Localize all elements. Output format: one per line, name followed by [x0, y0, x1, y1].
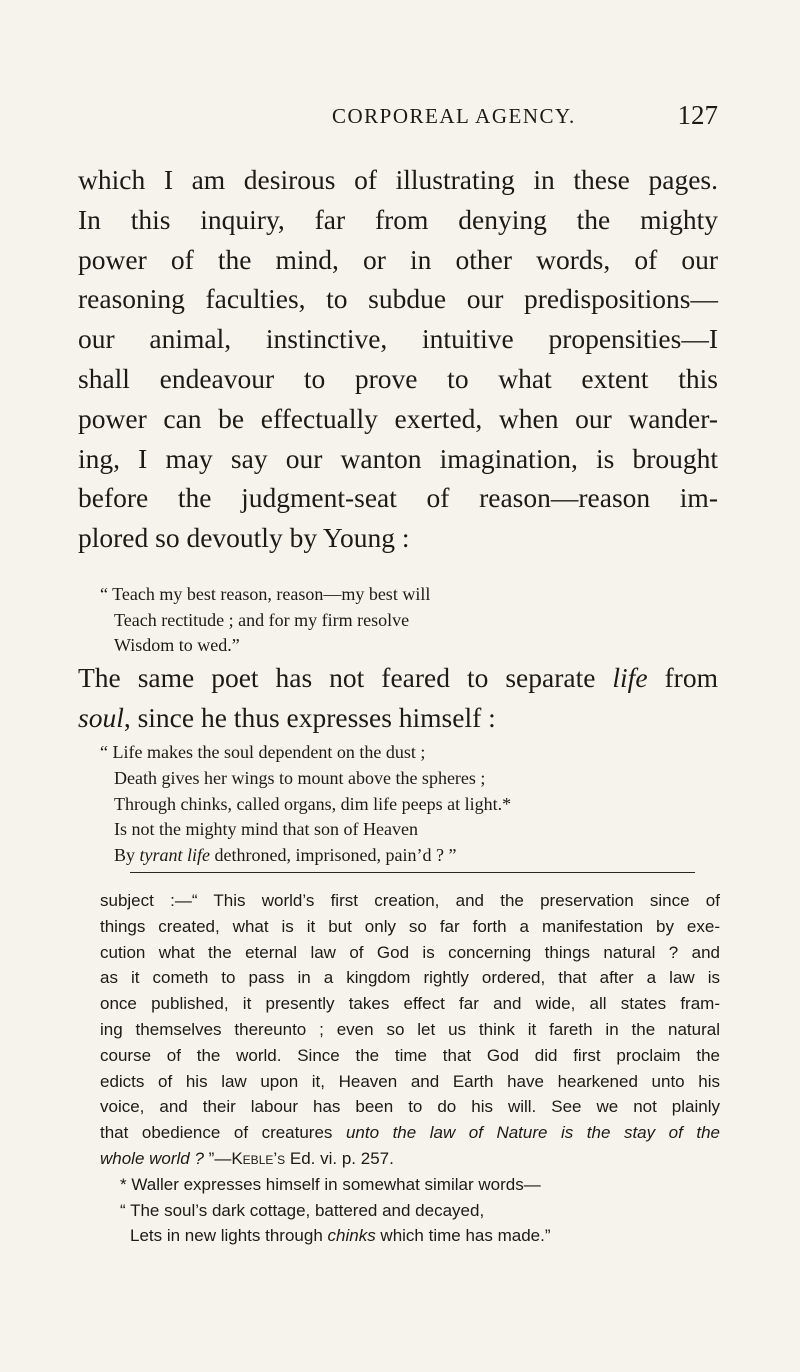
star-footnote: * Waller expresses himself in somewhat similar words— — [120, 1174, 541, 1194]
italic-phrase: tyrant life — [139, 845, 211, 866]
footnote-line: as it cometh to pass in a kingdom rightly ordered, that after a law is — [100, 968, 720, 988]
page-header — [78, 100, 718, 136]
verse-quote-young — [100, 582, 660, 659]
text-run: The same poet has not feared to separate — [78, 662, 613, 693]
text-line: reasoning faculties, to subdue our predispositions— — [78, 283, 718, 315]
footnote-line: once published, it presently takes effect far and wide, all states fram- — [100, 994, 720, 1014]
footnote-line: cution what the eternal law of God is concerning things natural ? and — [100, 942, 720, 962]
text-line — [78, 658, 718, 698]
running-title: CORPOREAL AGENCY. — [332, 104, 576, 128]
footnote-line: voice, and their labour has been to do his will. See we not plainly — [100, 1097, 720, 1117]
italic-phrase: unto the law of Nature is the stay of the — [345, 1123, 720, 1143]
text-line: before the judgment-seat of reason—reason im- — [78, 482, 718, 514]
verse-line: Is not the mighty mind that son of Heaven — [114, 819, 418, 840]
footnote-verse-line — [100, 1223, 720, 1249]
footnote-divider — [130, 872, 695, 873]
footnote-verse-line: “ The soul’s dark cottage, battered and decayed, — [120, 1200, 485, 1220]
text-run: dethroned, imprisoned, pain’d ? ” — [210, 845, 457, 866]
text-run: , since he thus expresses himself : — [123, 701, 496, 733]
text-run: By — [114, 845, 140, 866]
text-run: from — [647, 662, 718, 693]
text-line: which I am desirous of illustrating in these pages. — [78, 164, 718, 195]
italic-word: life — [612, 662, 648, 693]
text-line: In this inquiry, far from denying the mighty — [78, 203, 718, 235]
text-line: our animal, instinctive, intuitive propensities—I — [78, 323, 718, 355]
footnotes — [100, 888, 720, 1249]
text-line: power of the mind, or in other words, of our — [78, 243, 718, 275]
italic-word: chinks — [327, 1226, 376, 1246]
verse-line: Teach rectitude ; and for my firm resolve — [114, 609, 410, 630]
page-number: 127 — [677, 100, 718, 130]
text-run: ”— — [203, 1148, 232, 1168]
verse-quote-life — [100, 740, 680, 869]
footnote-line: ing themselves thereunto ; even so let us think it fareth in the natural — [100, 1019, 720, 1039]
footnote-line: subject :—“ This world’s first creation, and the preservation since of — [100, 891, 720, 910]
text-line — [78, 698, 718, 738]
text-run: that obedience of creatures — [100, 1123, 346, 1143]
paragraph-2 — [78, 658, 718, 738]
text-line: plored so devoutly by Young : — [78, 522, 410, 554]
text-run: Lets in new lights through — [130, 1226, 328, 1246]
paragraph-1 — [78, 160, 718, 558]
footnote-line: things created, what is it but only so far forth a manifestation by exe- — [100, 916, 720, 936]
verse-line — [100, 843, 680, 869]
verse-line: Through chinks, called organs, dim life peeps at light.* — [114, 793, 512, 814]
footnote-line: course of the world. Since the time that God did first proclaim the — [100, 1045, 720, 1065]
verse-line: Wisdom to wed.” — [114, 635, 240, 655]
footnote-line — [100, 1120, 720, 1146]
text-line: power can be effectually exerted, when our wander- — [78, 402, 718, 434]
verse-line: “ Life makes the soul dependent on the dust ; — [100, 742, 426, 762]
italic-word: soul — [78, 701, 124, 733]
italic-phrase: whole world ? — [100, 1148, 204, 1168]
text-run: Ed. vi. p. 257. — [285, 1148, 394, 1168]
text-line: ing, I may say our wanton imagination, is brought — [78, 442, 718, 474]
text-line: shall endeavour to prove to what extent this — [78, 362, 718, 394]
text-run: which time has made.” — [375, 1226, 551, 1246]
footnote-line — [100, 1146, 720, 1172]
citation-author: Keble’s — [231, 1148, 286, 1168]
footnote-line: edicts of his law upon it, Heaven and Earth have hearkened unto his — [100, 1071, 720, 1091]
verse-line: “ Teach my best reason, reason—my best will — [100, 584, 431, 604]
verse-line: Death gives her wings to mount above the spheres ; — [114, 767, 486, 788]
